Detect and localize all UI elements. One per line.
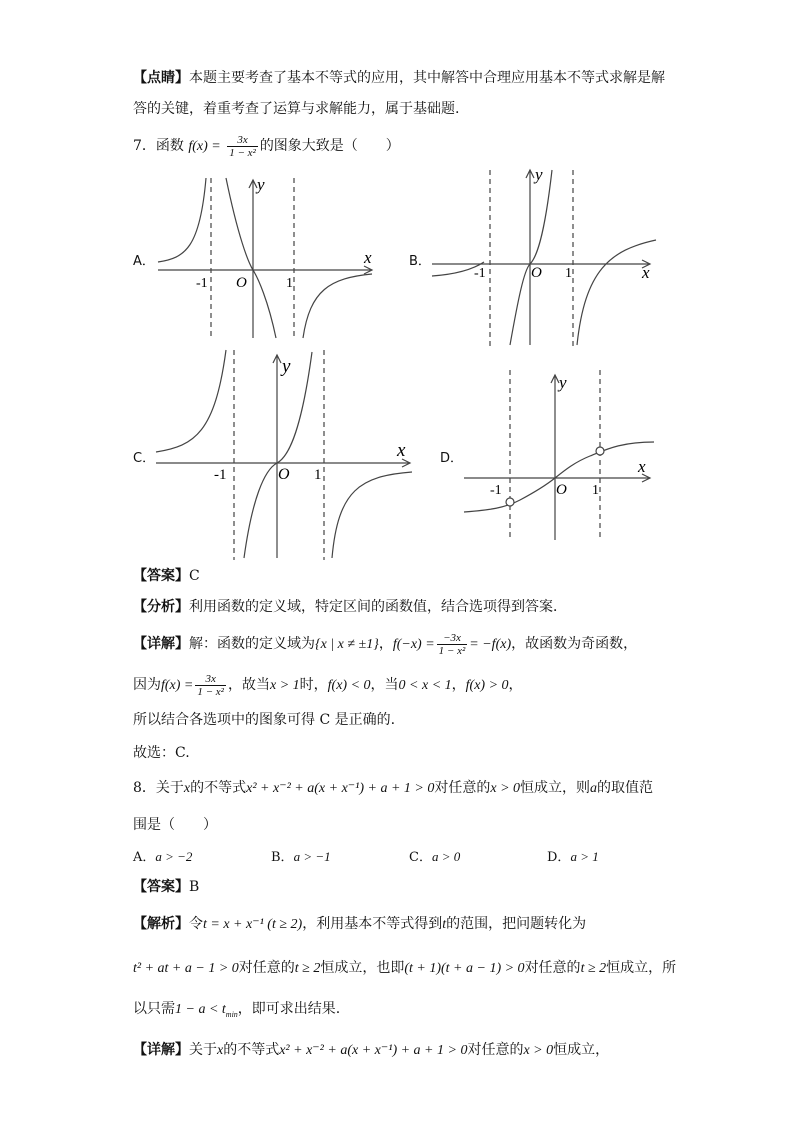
q7-answer-tag: 【答案】 [133,568,189,584]
q7-comma-3: ， [508,677,523,693]
q7-detail-num-1: −3x [437,632,468,645]
q8-x: x [183,781,191,796]
q8-a-var: a [590,781,598,796]
graph-b-origin-label: O [531,265,542,281]
q7-odd-text: ，故函数为奇函数， [511,636,638,652]
graph-d-curve [464,442,654,512]
q7-detail-den-1: 1 − x² [438,644,466,657]
q8-t-var: t [442,917,447,932]
q7-conclusion: 所以结合各选项中的图象可得 C 是正确的. [133,712,396,728]
graph-d-y-label: y [559,373,567,392]
q8-an-text-8: ，即可求出结果. [237,1001,341,1017]
q7-detail-frac-1 [437,632,468,657]
q7-comma-2: ， [451,677,466,693]
q8-stem-text-3: 恒成立，则 [520,780,591,796]
graph-d-hole-left [506,498,514,506]
q8-choice-a-label: A． [133,850,156,865]
q7-detail-num-2: 3x [195,673,226,686]
q7-analysis-tag: 【分析】 [133,599,189,615]
q7-stem-tail: 的图象大致是（ ） [259,138,400,154]
graph-a-origin-label: O [236,275,247,291]
q8-an-sub-min: min [225,1009,238,1019]
q8-choice-a-value: a > −2 [155,849,193,864]
q7-func-num: 3x [227,134,258,147]
q7-number: 7．函数 [133,138,184,154]
q7-detail-line-1 [133,630,637,659]
q7-func-lhs: f(x) = [188,139,221,154]
q7-analysis: 利用函数的定义域，特定区间的函数值，结合选项得到答案． [189,599,567,615]
q8-de-ineq: x² + x⁻² + a(x + x⁻¹) + a + 1 > 0 [279,1043,468,1058]
q8-stem-text-2: 对任意的 [434,780,491,796]
graph-d-pos1-label: 1 [592,483,599,498]
q8-an-cond-2: t ≥ 2 [580,961,607,976]
q8-de-text-1: 关于 [189,1042,217,1058]
q8-detail-line-1 [133,1040,609,1061]
q7-detail-den-2: 1 − x² [197,685,224,698]
graph-c-pos1-label: 1 [314,467,322,483]
q8-an-text-5: 对任意的 [524,960,581,976]
q8-an-ineq-2: (t + 1)(t + a − 1) > 0 [404,961,525,976]
graph-c-x-label: x [397,440,406,461]
q7-detail-line-4 [133,743,190,763]
note-tag: 【点睛】 [133,70,189,86]
note-text-2: 答的关键，着重考查了运算与求解能力，属于基础题. [133,101,460,117]
q7-choose: 故选：C. [133,745,190,761]
q8-let: 令 [189,916,203,932]
q8-an-cond-1: t ≥ 2 [294,961,321,976]
q8-stem-line-1 [133,778,653,799]
q8-choice-d-value: a > 1 [570,849,599,864]
q7-fx-gt-0: f(x) > 0 [465,678,509,693]
q7-fx-lt-0: f(x) < 0 [327,678,371,693]
q8-choice-c [409,846,460,865]
graph-c-y-label: y [282,356,291,377]
q8-an-text-2: 的范围，把问题转化为 [446,916,587,932]
graph-d-neg1-label: -1 [490,483,502,498]
q7-option-a-label: A． [133,254,155,269]
q8-answer-tag: 【答案】 [133,879,189,895]
q7-analysis-line [133,597,567,617]
q8-de-text-3: 对任意的 [467,1042,524,1058]
q8-t-def: t = x + x⁻¹ (t ≥ 2) [203,917,303,932]
q8-number: 8．关于 [133,780,184,796]
q7-0-lt-x-lt-1: 0 < x < 1 [398,678,452,693]
q8-de-text-2: 的不等式 [223,1042,280,1058]
q8-inequality: x² + x⁻² + a(x + x⁻¹) + a + 1 > 0 [246,781,435,796]
q8-analysis-tag: 【解析】 [133,916,189,932]
q8-choice-b-value: a > −1 [293,849,331,864]
q8-analysis-line-1 [133,914,586,935]
q7-option-d-label: D． [440,451,464,466]
q8-an-text-6: 恒成立，所 [606,960,677,976]
q8-de-x: x [217,1043,224,1058]
q8-detail-tag: 【详解】 [133,1042,189,1058]
q8-an-text-3: 对任意的 [238,960,295,976]
q8-answer-line [133,877,199,897]
q7-answer: C [189,568,200,584]
q8-an-text-7: 以只需 [133,1001,175,1017]
graph-c-neg1-label: -1 [214,467,227,483]
q7-f-neg-x: f(−x) = [392,637,435,652]
graph-a-pos1-label: 1 [286,276,293,291]
q7-so-when: ，故当 [227,677,270,693]
q8-choice-a [133,846,192,865]
q8-choice-c-value: a > 0 [431,849,461,864]
graph-a-neg1-label: -1 [196,276,208,291]
q7-fx: f(x) = [161,678,194,693]
q7-neg-f: = −f(x) [469,637,512,652]
q8-condition: x > 0 [490,781,521,796]
q8-an-ineq-3: 1 − a < t [175,1002,226,1017]
q7-detail-tag: 【详解】 [133,636,189,652]
q7-answer-line [133,566,200,586]
graph-d-hole-right [596,447,604,455]
q7-detail-line-2 [133,671,523,700]
graph-a-y-label: y [257,175,265,194]
q8-analysis-line-2 [133,958,676,979]
graph-a-x-label: x [364,248,372,267]
q8-choice-b [271,846,331,865]
note-text-1: 本题主要考查了基本不等式的应用，其中解答中合理应用基本不等式求解是解 [189,70,665,86]
q8-stem-line-2 [133,815,217,835]
graph-b-neg1-label: -1 [474,266,486,281]
graph-b-pos1-label: 1 [565,266,572,281]
q7-domain: {x | x ≠ ±1} [315,637,379,652]
q8-de-text-4: 恒成立， [553,1042,610,1058]
q8-choice-c-label: C． [409,850,432,865]
q8-analysis-line-3 [133,999,340,1025]
q8-choice-b-label: B． [271,850,294,865]
q7-x-gt-1: x > 1 [269,678,300,693]
q7-detail-line-3 [133,710,395,730]
graph-b-y-label: y [535,165,543,184]
q7-func-den: 1 − x² [229,146,256,159]
q8-answer: B [189,879,200,895]
q8-an-text-4: 恒成立，也即 [320,960,405,976]
q8-an-text-1: ，利用基本不等式得到 [302,916,443,932]
q8-choice-d [547,846,599,865]
graph-b-x-label: x [642,263,650,282]
q7-when-text: 时， [299,677,328,693]
q7-because: 因为 [133,677,161,693]
q8-stem-text-1: 的不等式 [190,780,247,796]
q7-option-b-label: B． [409,254,431,269]
q7-detail-text: 解：函数的定义域为 [189,636,315,652]
q7-detail-frac-2 [195,673,226,698]
q7-when-text-2: ，当 [370,677,399,693]
q8-stem-text-4: 的取值范 [597,780,654,796]
graph-d-origin-label: O [556,482,567,498]
graph-c-origin-label: O [278,466,290,483]
q7-detail-comma: ， [378,636,393,652]
q7-option-c-label: C． [133,451,156,466]
q8-choice-d-label: D． [547,850,571,865]
graph-d-x-label: x [638,457,646,476]
q8-de-cond: x > 0 [523,1043,554,1058]
q8-an-ineq-1: t² + at + a − 1 > 0 [133,961,239,976]
q8-stem-text-5: 围是（ ） [133,817,217,833]
